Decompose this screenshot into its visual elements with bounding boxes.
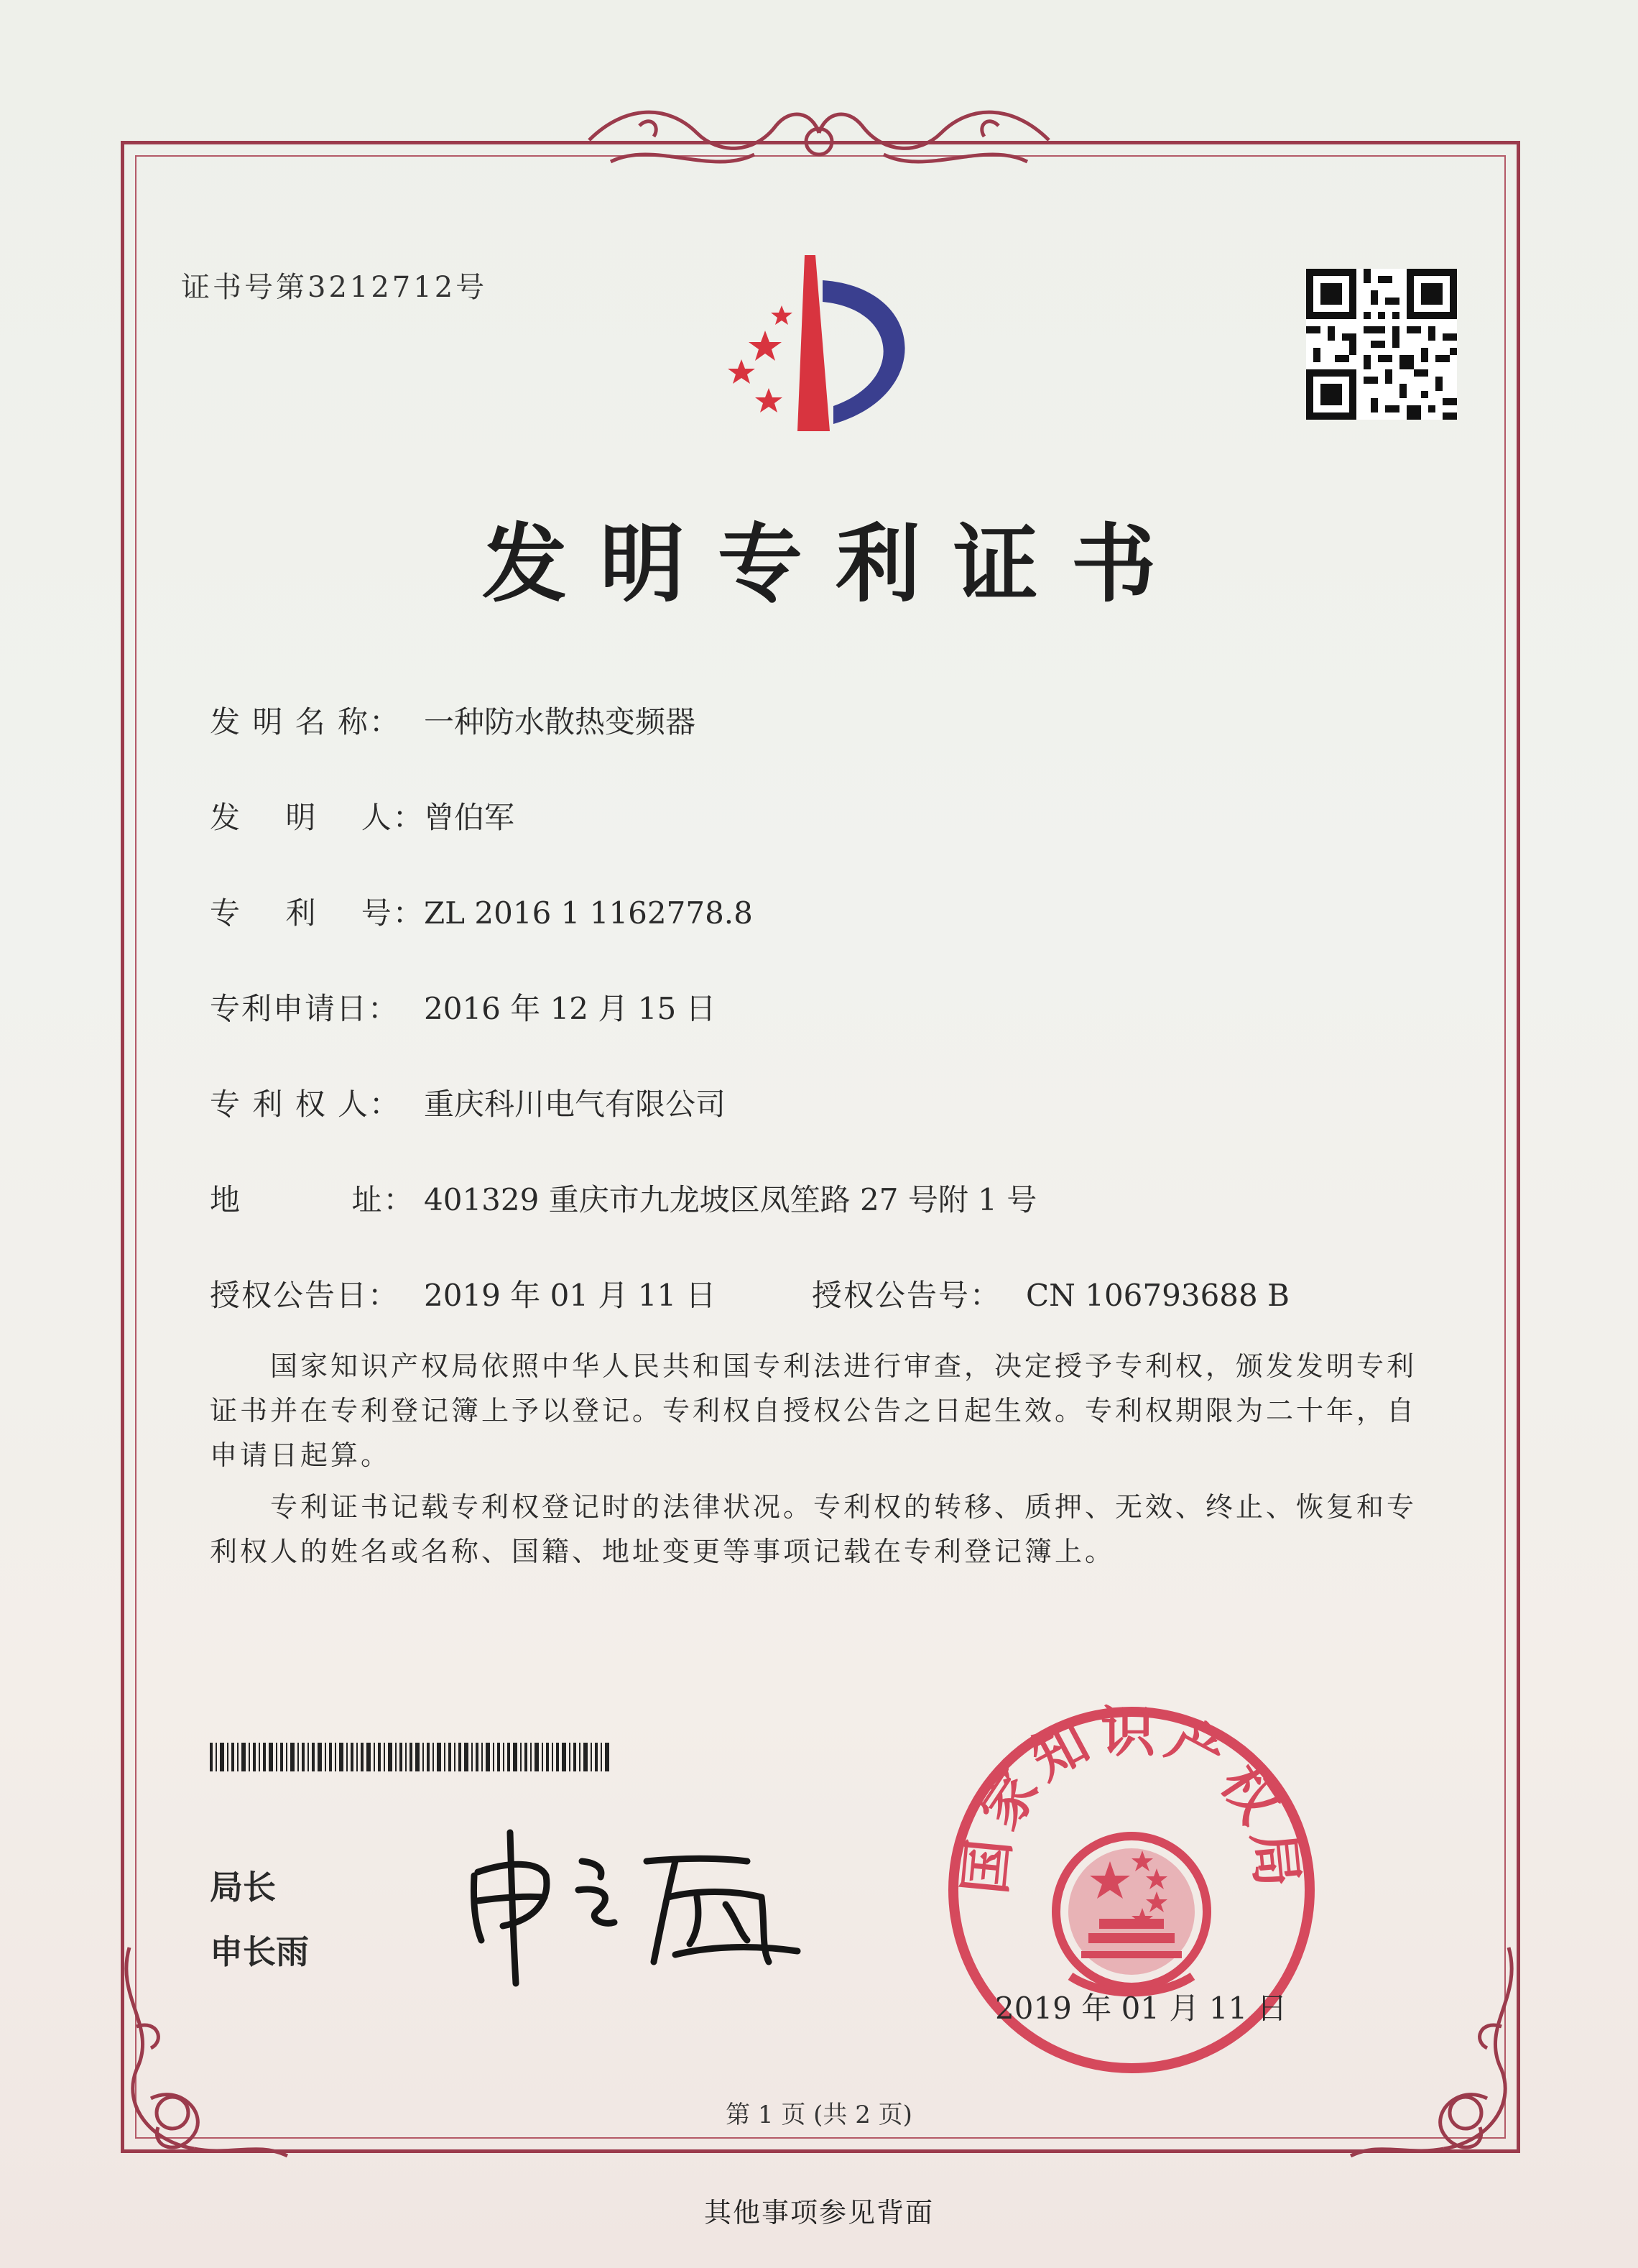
footer-note: 其他事项参见背面 [703,2197,934,2228]
certificate-number: 证书号第3212712号 [181,271,488,304]
field-value: 重庆科川电气有限公司 [424,1087,726,1122]
director-title: 局长 [210,1868,276,1907]
field-label: 专 利 号： [210,895,425,931]
field-value: ZL 2016 1 1162778.8 [424,895,753,931]
bottom-left-ornament [108,1940,295,2177]
field-label: 地 址： [210,1182,415,1217]
director-signature [460,1818,819,1991]
statement-paragraph: 国家知识产权局依照中华人民共和国专利法进行审查，决定授予专利权，颁发发明专利证书并在专利登记簿上予以登记。专利权自授权公告之日起生效。专利权期限为二十年，自申请日起算。 [210,1350,1417,1471]
field-inventor [210,794,514,837]
field-invention-name [210,699,695,742]
top-ornament [582,97,1056,183]
field-label: 专 利 权 人： [210,1087,402,1122]
field-announcement-number [812,1272,1290,1315]
field-value: 一种防水散热变频器 [424,704,696,739]
qr-code [1306,269,1457,420]
patent-office-logo [690,252,948,446]
field-patent-number [210,890,753,933]
certificate-title: 发明专利证书 [481,515,1189,614]
field-value: 曾伯军 [424,800,515,835]
field-value: 401329 重庆市九龙坡区凤笙路 27 号附 1 号 [424,1182,1037,1217]
field-label: 发 明 名 称： [210,704,402,739]
field-address [210,1176,1037,1220]
seal-text: 国家知识产权局 [953,1703,1310,1897]
field-label: 专利申请日： [210,991,400,1026]
statement-paragraph: 专利证书记载专利权登记时的法律状况。专利权的转移、质押、无效、终止、恢复和专利权人的姓名或名称、国籍、地址变更等事项记载在专利登记簿上。 [210,1491,1417,1567]
field-value: 2019 年 01 月 11 日 [424,1278,716,1313]
barcode [210,1743,612,1771]
field-grant-date [210,1272,716,1315]
field-patentee [210,1081,726,1124]
page-number: 第 1 页 (共 2 页) [726,2101,912,2129]
field-label: 发 明 人： [210,800,425,835]
field-label: 授权公告日： [210,1278,400,1313]
bottom-right-ornament [1343,1940,1530,2177]
director-name: 申长雨 [210,1932,309,1971]
field-value: 2016 年 12 月 15 日 [424,991,716,1026]
seal-date: 2019 年 01 月 11 日 [995,1991,1287,2026]
field-label: 授权公告号： [812,1278,1002,1313]
field-application-date [210,985,716,1028]
field-value: CN 106793688 B [1026,1278,1290,1313]
